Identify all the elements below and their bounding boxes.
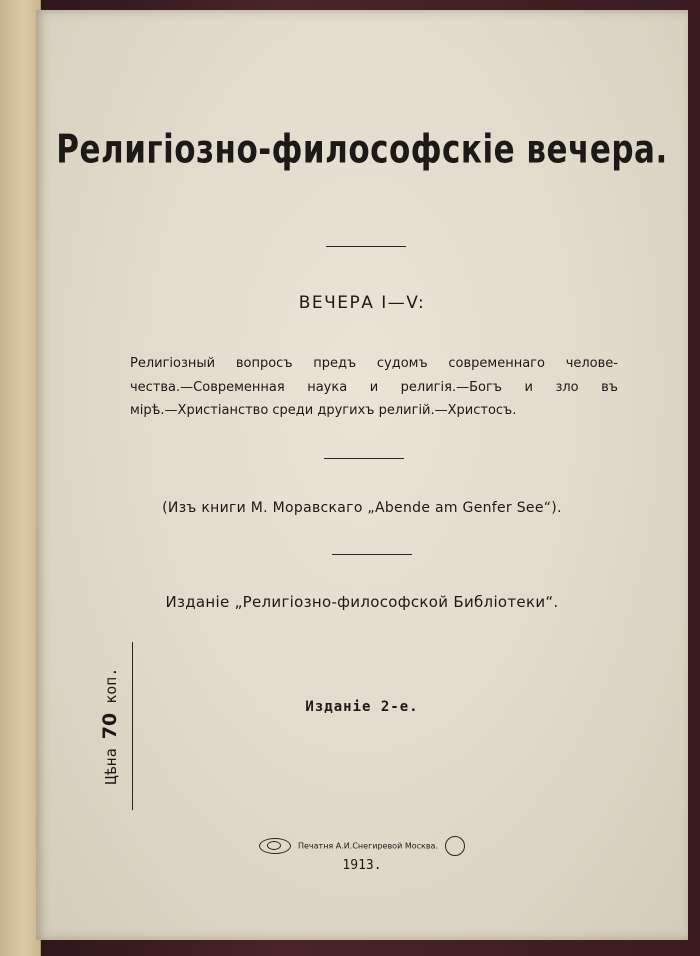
contents-line: чества.—Современная наука и религія.—Богъ и зло въ [130, 379, 618, 395]
divider-rule [324, 458, 404, 459]
edition-line: Изданіе 2-е. [305, 699, 419, 715]
source-note: (Изъ книги М. Моравскаго „Abende am Genfer See“). [162, 500, 562, 516]
subtitle: ВЕЧЕРА I—V: [298, 293, 426, 313]
contents-list [130, 352, 618, 423]
contents-line: Религіозный вопросъ предъ судомъ современнаго челове- [130, 356, 618, 371]
printer-mark-icon [445, 836, 465, 856]
title-page [36, 10, 688, 940]
printer-imprint [36, 836, 688, 856]
divider-rule [332, 554, 412, 555]
left-page-edge [0, 0, 41, 956]
price-amount: 70 [99, 712, 121, 740]
divider-rule [326, 246, 406, 247]
printer-name: Печатня А.И.Снегиревой Москва. [297, 841, 439, 851]
publisher-line: Изданіе „Религіозно-философской Библіотеки“. [165, 593, 559, 611]
price-stamp [99, 642, 121, 810]
contents-line: мірѣ.—Христіанство среди другихъ религій.—Христосъ. [130, 403, 517, 418]
printer-logo-icon [259, 838, 291, 854]
book-title: Религіозно-философскіе вечера. [56, 127, 668, 173]
price-prefix: Цѣна [102, 748, 120, 785]
price-unit: коп. [102, 667, 120, 704]
publication-year: 1913. [342, 858, 382, 873]
